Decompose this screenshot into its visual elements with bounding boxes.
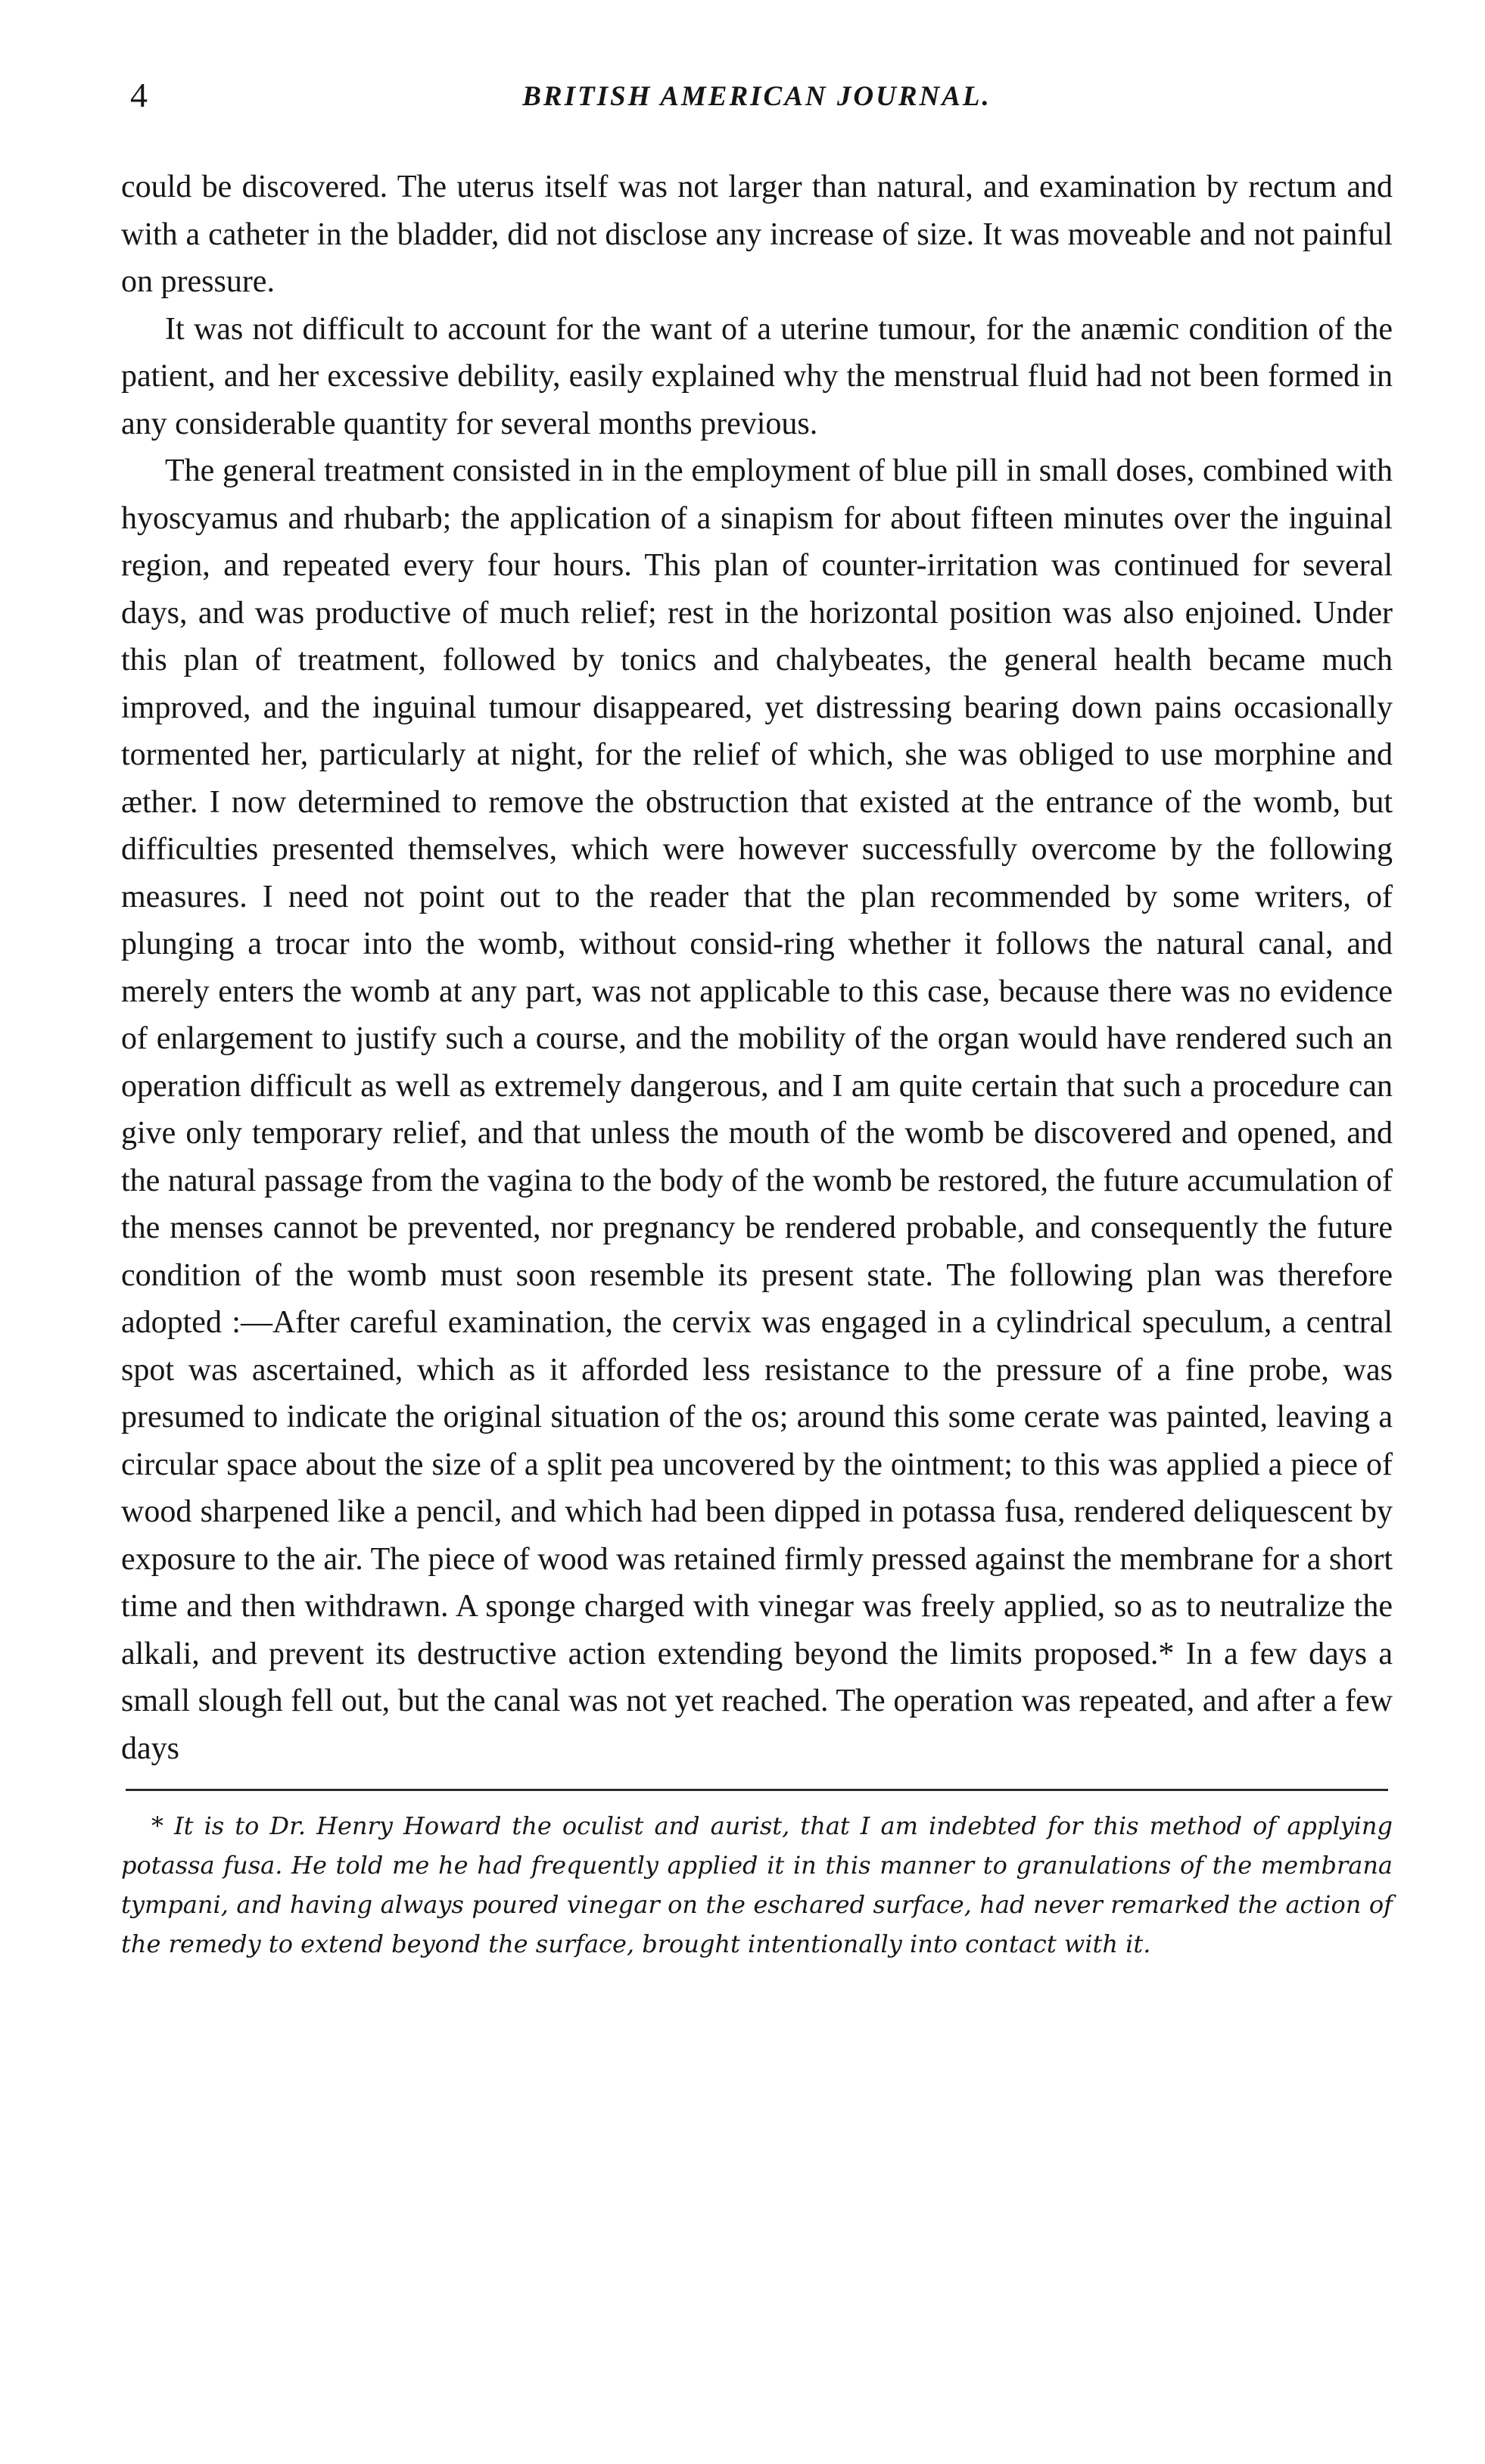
footnote <box>121 1806 1393 1964</box>
footnote-text: * It is to Dr. Henry Howard the oculist and aurist, that I am indebted for this method of applying potassa fusa. He told me he had frequently applied it in this manner to granulations of the membrana tympani, and having always poured vinegar on the eschared surface, had never remarked the action of the remedy to extend beyond the surface, brought intentionally into contact with it. <box>121 1811 1393 1958</box>
article-body <box>121 164 1393 1772</box>
page-number: 4 <box>130 76 148 114</box>
footnote-divider <box>126 1789 1388 1791</box>
paragraph-continued: could be discovered. The uterus itself was not larger than natural, and examination by rectum and with a catheter in the bladder, did not disclose any increase of size. It was moveable and not painful on pressure. <box>121 170 1393 299</box>
journal-title: BRITISH AMERICAN JOURNAL. <box>522 81 992 112</box>
paragraph-uterine-tumour: It was not difficult to account for the want of a uterine tumour, for the anæmic condition of the patient, and her excessive debility, easily explained why the menstrual fluid had not been formed in any considerable quantity for several months previous. <box>121 311 1393 441</box>
journal-page <box>121 73 1393 1964</box>
running-head <box>121 73 1393 126</box>
paragraph-treatment: The general treatment consisted in in the employment of blue pill in small doses, combined with hyoscyamus and rhubarb; the application of a sinapism for about fifteen minutes over the inguinal region, and repeated every four hours. This plan of counter-irritation was continued for several days, and was productive of much relief; rest in the horizontal position was also enjoined. Under this plan of treatment, followed by tonics and chalybeates, the general health became much improved, and the inguinal tumour disappeared, yet distressing bearing down pains occasionally tormented her, particularly at night, for the relief of which, she was obliged to use morphine and æther. I now determined to remove the obstruction that existed at the entrance of the womb, but difficulties presented themselves, which were however successfully overcome by the following measures. I need not point out to the reader that the plan recommended by some writers, of plunging a trocar into the womb, without consid-ring whether it follows the natural canal, and merely enters the womb at any part, was not applicable to this case, because there was no evidence of enlargement to justify such a course, and the mobility of the organ would have rendered such an operation difficult as well as extremely dangerous, and I am quite certain that such a procedure can give only temporary relief, and that unless the mouth of the womb be discovered and opened, and the natural passage from the vagina to the body of the womb be restored, the future accumulation of the menses cannot be prevented, nor pregnancy be rendered probable, and consequently the future condition of the womb must soon resemble its present state. The following plan was therefore adopted :—After careful examination, the cervix was engaged in a cylindrical speculum, a central spot was ascertained, which as it afforded less resistance to the pressure of a fine probe, was presumed to indicate the original situation of the os; around this some cerate was painted, leaving a circular space about the size of a split pea uncovered by the ointment; to this was applied a piece of wood sharpened like a pencil, and which had been dipped in potassa fusa, rendered deliquescent by exposure to the air. The piece of wood was retained firmly pressed against the membrane for a short time and then withdrawn. A sponge charged with vinegar was freely applied, so as to neutralize the alkali, and prevent its destructive action extending beyond the limits proposed.* In a few days a small slough fell out, but the canal was not yet reached. The operation was repeated, and after a few days <box>121 453 1393 1766</box>
